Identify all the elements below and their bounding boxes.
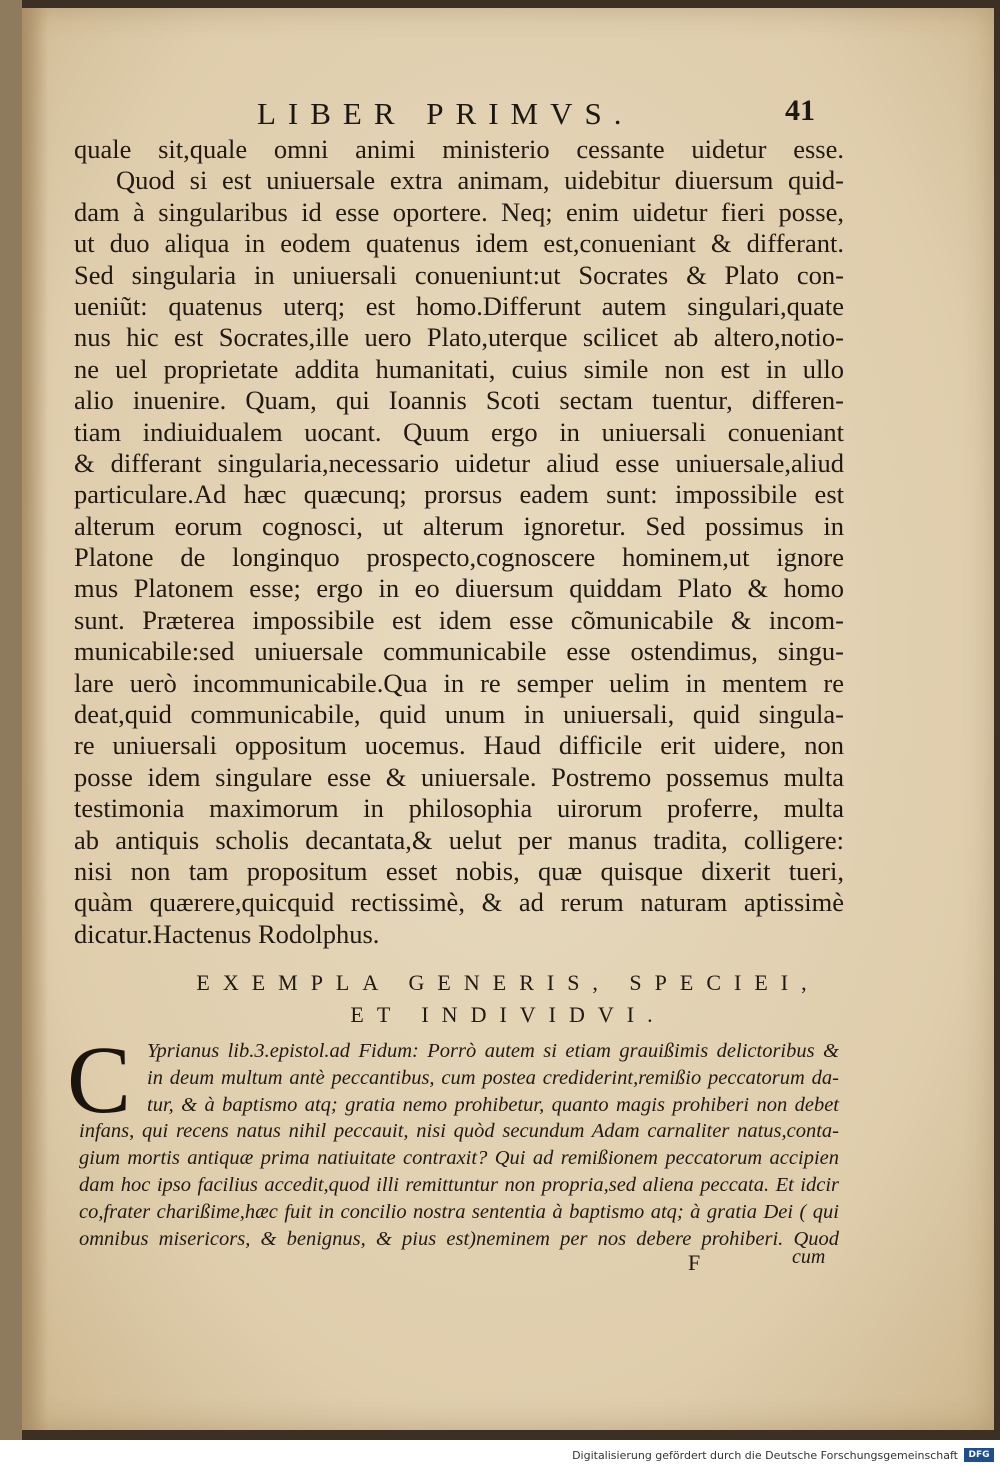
catchword: cum (792, 1246, 826, 1268)
italic-line: infans, qui recens natus nihil peccauit, nisi quòd secundum Adam carnaliter natus,conta- (79, 1120, 839, 1143)
text-line: municabile:sed uniuersale communicabile esse ostendimus, singu- (74, 636, 844, 667)
italic-line: gium mortis antiquæ prima natiuitate contraxit? Qui ad remißionem peccatorum accipien (79, 1147, 839, 1170)
text-line: dicatur.Hactenus Rodolphus. (74, 918, 380, 949)
exempla-paragraph (67, 1026, 839, 1252)
text-line: sunt. Præterea impossibile est idem esse cõmunicabile & incom- (74, 604, 844, 635)
section-heading-line2: ET INDIVIDVI. (350, 1002, 666, 1027)
italic-line: co,frater charißime,hæc fuit in concilio nostra sententia à baptismo atq; à gratia Dei ( qui (79, 1200, 839, 1223)
page-gutter-shadow (22, 8, 48, 1430)
text-line: nisi non tam propositum esset nobis, quæ quisque dixerit tueri, (74, 855, 844, 886)
text-line: particulare.Ad hæc quæcunq; prorsus eadem sunt: impossibile est (74, 479, 844, 510)
text-line: dam à singularibus id esse oportere. Neq; enim uidetur fieri posse, (74, 196, 844, 227)
text-line: tiam indiuidualem uocant. Quum ergo in uniuersali conueniant (74, 416, 844, 447)
text-line: lare uerò incommunicabile.Qua in re semper uelim in mentem re (74, 667, 844, 698)
text-line: Quod si est uniuersale extra animam, uidebitur diuersum quid- (116, 165, 844, 196)
text-line: quàm quærere,quicquid rectissimè, & ad rerum naturam aptissimè (74, 887, 844, 918)
text-line: posse idem singulare esse & uniuersale. Postremo possemus multa (74, 761, 844, 792)
italic-line: dam hoc ipso facilius accedit,quod illi remittuntur non propria,sed aliena peccata. Et idcir (79, 1173, 839, 1196)
text-line: ueniũt: quatenus uterq; est homo.Differunt autem singulari,quate (74, 290, 844, 321)
italic-line: Yprianus lib.3.epistol.ad Fidum: Porrò autem si etiam grauißimis delictoribus & (147, 1040, 839, 1062)
drop-cap: C (67, 1026, 132, 1133)
body-text (74, 134, 844, 950)
text-line: ut duo aliqua in eodem quatenus idem est,conueniant & differant. (74, 228, 844, 259)
funding-credit: Digitalisierung gefördert durch die Deutsche Forschungsgemeinschaft (572, 1449, 958, 1462)
signature-mark: F (688, 1250, 701, 1275)
footer-bar (0, 1440, 1000, 1472)
text-line: ab antiquis scholis decantata,& uelut per manus tradita, colligere: (74, 824, 844, 855)
book-page (22, 8, 994, 1430)
text-line: Sed singularia in uniuersali conueniunt:ut Socrates & Plato con- (74, 259, 844, 290)
section-heading: EXEMPLA GENERIS, SPECIEI, (196, 970, 820, 995)
text-line: Platone de longinquo prospecto,cognoscere hominem,ut ignore (74, 542, 844, 573)
running-head: LIBER PRIMVS. (257, 96, 634, 131)
text-line: mus Platonem esse; ergo in eo diuersum quiddam Plato & homo (74, 573, 844, 604)
italic-line: tur, & à baptismo atq; gratia nemo prohibetur, quanto magis prohiberi non debet (147, 1093, 839, 1116)
page-header (22, 96, 994, 136)
text-line: quale sit,quale omni animi ministerio cessante uidetur esse. (74, 134, 844, 164)
page-number: 41 (785, 94, 815, 127)
text-line: re uniuersali oppositum uocemus. Haud difficile erit uidere, non (74, 730, 844, 761)
text-line: alterum eorum cognosci, ut alterum ignoretur. Sed possimus in (74, 510, 844, 541)
italic-line: omnibus misericors, & benignus, & pius est)neminem per nos debere prohiberi. Quod (79, 1227, 839, 1250)
text-line: deat,quid communicabile, quid unum in uniuersali, quid singula- (74, 699, 844, 730)
text-line: & differant singularia,necessario uidetur aliud esse uniuersale,aliud (74, 447, 844, 478)
italic-line: in deum multum antè peccantibus, cum postea crediderint,remißio peccatorum da- (147, 1066, 839, 1089)
text-line: alio inuenire. Quam, qui Ioannis Scoti sectam tuentur, differen- (74, 385, 844, 416)
dfg-logo: DFG (964, 1448, 994, 1462)
scan-edge (0, 0, 22, 1440)
text-line: nus hic est Socrates,ille uero Plato,uterque scilicet ab altero,notio- (74, 322, 844, 353)
text-line: ne uel proprietate addita humanitati, cuius simile non est in ullo (74, 353, 844, 384)
text-line: testimonia maximorum in philosophia uirorum proferre, multa (74, 793, 844, 824)
